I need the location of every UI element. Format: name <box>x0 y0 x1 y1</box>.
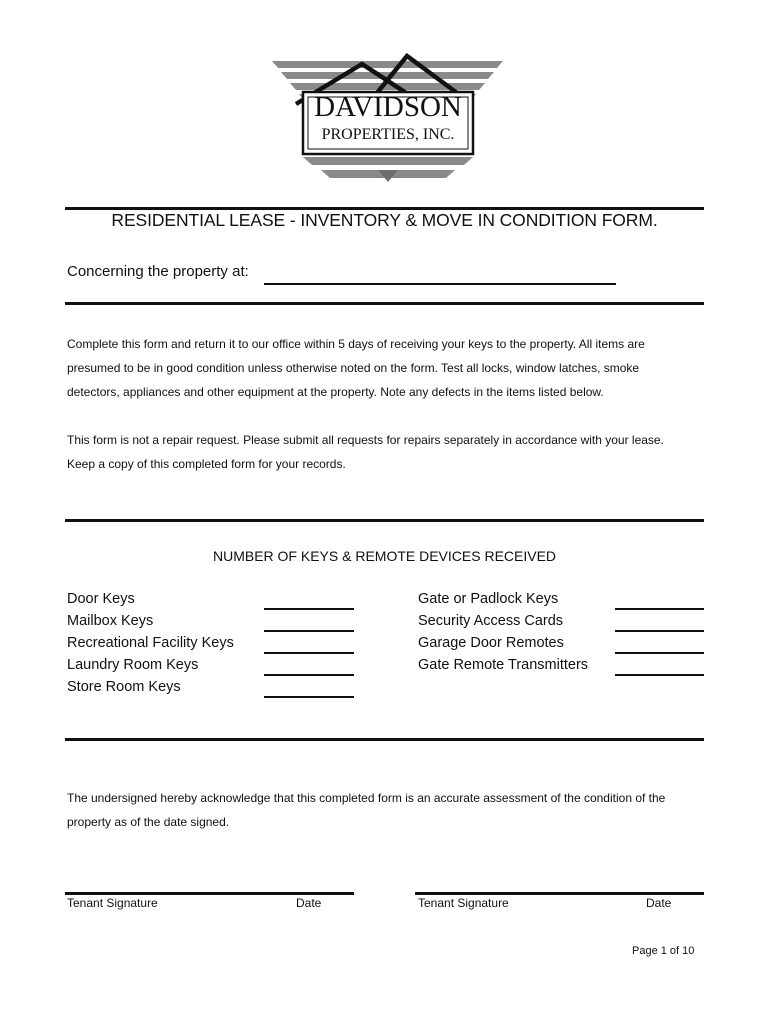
tenant-signature-line-1[interactable] <box>65 892 354 895</box>
gate-remote-transmitters-count-field[interactable] <box>615 674 704 676</box>
instructions-line-3: detectors, appliances and other equipment at the property. Note any defects in the items listed below. <box>67 385 604 399</box>
company-logo <box>270 52 506 184</box>
laundry-room-keys-count-field[interactable] <box>264 674 354 676</box>
key-label-gate-padlock-keys: Gate or Padlock Keys <box>418 591 559 607</box>
key-label-recreational-facility-keys: Recreational Facility Keys <box>67 635 234 651</box>
door-keys-count-field[interactable] <box>264 608 354 610</box>
key-label-security-access-cards: Security Access Cards <box>418 613 564 629</box>
acknowledgement-line-2: property as of the date signed. <box>67 815 230 829</box>
garage-door-remotes-count-field[interactable] <box>615 652 704 654</box>
tenant-signature-label-2: Tenant Signature <box>418 896 509 910</box>
date-label-1: Date <box>296 896 322 910</box>
key-label-laundry-room-keys: Laundry Room Keys <box>67 657 199 673</box>
store-room-keys-count-field[interactable] <box>264 696 354 698</box>
instructions-block <box>67 332 707 404</box>
tenant-signature-label-1: Tenant Signature <box>67 896 158 910</box>
date-label-2: Date <box>646 896 672 910</box>
acknowledgement-block <box>67 786 707 834</box>
mailbox-keys-count-field[interactable] <box>264 630 354 632</box>
rule-3 <box>65 519 704 522</box>
instructions-line-2: presumed to be in good condition unless otherwise noted on the form. Test all locks, window latches, smoke <box>67 361 640 375</box>
security-access-cards-count-field[interactable] <box>615 630 704 632</box>
page-number: Page 1 of 10 <box>632 945 695 957</box>
tenant-signature-line-2[interactable] <box>415 892 704 895</box>
repair-note-line-1: This form is not a repair request. Please submit all requests for repairs separately in accordance with your lease. <box>67 433 664 447</box>
key-label-mailbox-keys: Mailbox Keys <box>67 613 154 629</box>
acknowledgement-line-1: The undersigned hereby acknowledge that this completed form is an accurate assessment of the condition of the <box>67 791 666 805</box>
logo-line-2: PROPERTIES, INC. <box>321 126 455 143</box>
form-title: RESIDENTIAL LEASE - INVENTORY & MOVE IN CONDITION FORM. <box>111 210 658 230</box>
key-label-store-room-keys: Store Room Keys <box>67 679 181 695</box>
key-label-gate-remote-transmitters: Gate Remote Transmitters <box>418 657 589 673</box>
key-label-door-keys: Door Keys <box>67 591 135 607</box>
property-address-field[interactable] <box>264 283 616 285</box>
logo-line-1: DAVIDSON <box>314 91 462 123</box>
repair-note-line-2: Keep a copy of this completed form for your records. <box>67 457 346 471</box>
instructions-line-1: Complete this form and return it to our office within 5 days of receiving your keys to the property. All items are <box>67 337 645 351</box>
rule-4 <box>65 738 704 741</box>
keys-section-title: NUMBER OF KEYS & REMOTE DEVICES RECEIVED <box>212 548 557 564</box>
repair-note-block <box>67 428 707 476</box>
recreational-facility-keys-count-field[interactable] <box>264 652 354 654</box>
gate-padlock-keys-count-field[interactable] <box>615 608 704 610</box>
concerning-property-label: Concerning the property at: <box>67 263 249 280</box>
rule-2 <box>65 302 704 305</box>
key-label-garage-door-remotes: Garage Door Remotes <box>418 635 564 651</box>
